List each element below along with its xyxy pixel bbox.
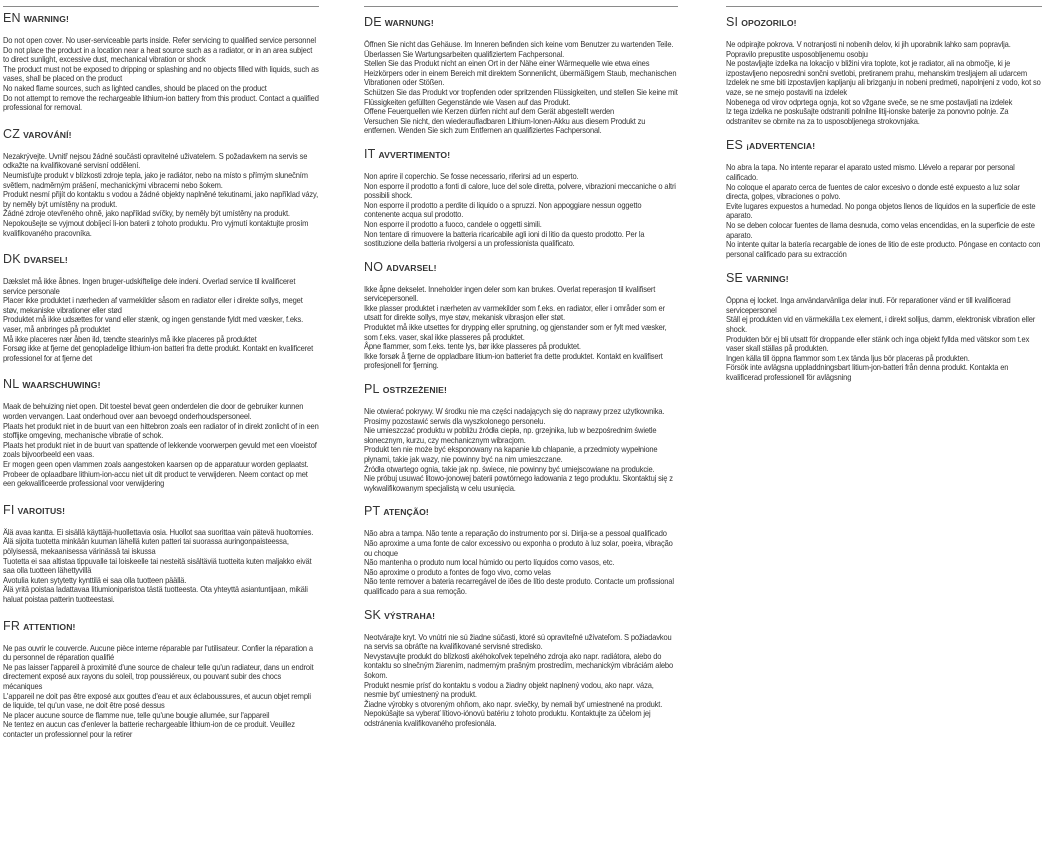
warning-section-de xyxy=(364,15,678,136)
warning-title: ATTENTION! xyxy=(23,621,76,632)
language-code: NL xyxy=(3,377,20,392)
section-heading xyxy=(726,271,1042,286)
warning-section-se xyxy=(726,271,1042,382)
warning-text xyxy=(364,529,678,596)
section-heading xyxy=(3,252,319,267)
top-rule xyxy=(364,6,678,7)
warning-title: WAARSCHUWING! xyxy=(22,380,101,391)
warning-title: ATENÇÃO! xyxy=(383,507,429,518)
warning-line: Žiadne výrobky s otvoreným ohňom, ako napr. sviečky, by nemali byť umiestnené na produkt. xyxy=(364,699,663,709)
warning-text xyxy=(3,528,319,605)
warning-title: VÝSTRAHA! xyxy=(384,610,436,621)
warning-title: OPOZORILO! xyxy=(741,18,797,28)
warning-line: Må ikke placeres nær åben ild, tændte stearinlys må ikke placeres på produktet xyxy=(3,334,257,344)
section-heading xyxy=(3,377,319,392)
warning-line: Ingen källa till öppna flammor som t.ex tända ljus bör placeras på produkten. xyxy=(726,353,970,363)
warning-line: Produktet må ikke udsættes for vand eller stænk, og ingen genstande fyldt med væsker, f.eks. vaser, må anbringes på produktet xyxy=(3,315,304,335)
warning-line: Nie umieszczać produktu w pobliżu źródła ciepła, np. grzejnika, lub w bezpośrednim świetle słonecznym, kurzu, czy mechanicznym wibracjom. xyxy=(364,426,657,445)
warning-line: Non esporre il prodotto a fonti di calore, luce del sole diretta, polvere, vibrazioni meccaniche o altri possibili shock. xyxy=(364,181,676,201)
warning-section-en xyxy=(3,11,319,113)
warning-line: Não tente remover a bateria recarregável de iões de lítio deste produto. Contacte um profissional qualificado para a sua remoção. xyxy=(364,577,674,596)
warning-line: Öffnen Sie nicht das Gehäuse. Im Inneren befinden sich keine vom Benutzer zu wartenden Teile. Überlassen Sie Wartungsarbeiten qualifiziertem Fachpersonal. xyxy=(364,40,674,59)
warning-text xyxy=(364,407,678,493)
warning-line: Nezakrývejte. Uvnitř nejsou žádné součásti opravitelné uživatelem. S požadavkem na servis se odkažte na kvalifikované servisní oddělení. xyxy=(3,151,308,171)
section-heading xyxy=(364,147,678,162)
language-code: SK xyxy=(364,607,382,622)
warning-line: Do not open cover. No user-serviceable parts inside. Refer servicing to qualified service personnel xyxy=(3,36,316,45)
warning-line: Neotvárajte kryt. Vo vnútri nie sú žiadne súčasti, ktoré sú opraviteľné užívateľom. S požiadavkou na servis sa obráťte na kvalifikované servisné stredisko. xyxy=(364,632,672,652)
warning-section-pt xyxy=(364,504,678,596)
warning-title: WARNUNG! xyxy=(384,18,434,28)
language-code: NO xyxy=(364,259,384,274)
warning-line: Neumisťujte produkt v blízkosti zdroje tepla, jako je radiátor, nebo na místo s přímým slunečním světlem, nadměrným prášení, mechanickými vibracemi nebo šokem. xyxy=(3,170,308,190)
section-heading xyxy=(726,15,1042,30)
warning-text xyxy=(3,277,319,363)
warning-section-fi xyxy=(3,503,319,605)
warning-line: Plaats het produkt niet in de buurt van een hittebron zoals een radiator of in direkt zonlicht of in een stoffijke omgeving, mechanische vibratie of schok. xyxy=(3,421,319,441)
warning-text xyxy=(3,644,319,740)
top-rule xyxy=(726,6,1042,7)
warning-section-fr xyxy=(3,619,319,740)
warning-line: Produkt ten nie może być eksponowany na kapanie lub chlapanie, a przedmioty wypełnione płynami, takie jak wazy, nie powinny być na nim umieszczane. xyxy=(364,445,658,464)
language-code: IT xyxy=(364,146,376,161)
warning-section-cz xyxy=(3,127,319,238)
warning-text xyxy=(3,402,319,488)
warning-line: No se deben colocar fuentes de llama desnuda, como velas encendidas, en la superficie de este aparato. xyxy=(726,220,1035,240)
language-code: SE xyxy=(726,271,744,286)
warning-line: Ikke åpne dekselet. Inneholder ingen deler som kan brukes. Overlat reperasjon til kvalifisert servicepersonell. xyxy=(364,284,656,304)
warning-title: DVARSEL! xyxy=(23,255,68,266)
warning-line: Avotulia kuten sytytetty kynttilä ei saa olla tuotteen päällä. xyxy=(3,575,187,585)
warning-line: L'appareil ne doit pas être exposé aux gouttes d'eau et aux éclaboussures, et aucun objet rempli de liquide, tel qu'un vase, ne doit être posé dessus xyxy=(3,691,311,711)
warning-line: Evite lugares expuestos a humedad. No ponga objetos llenos de líquidos en la superficie de este aparato. xyxy=(726,201,1036,221)
section-heading xyxy=(3,11,319,26)
language-code: DK xyxy=(3,252,21,267)
warning-line: Forsøg ikke at fjerne det genopladelige lithium-ion batteri fra dette produkt. Kontakt en kvalificeret professionel for at fjerne det xyxy=(3,344,314,363)
warning-title: OSTRZEŻENIE! xyxy=(382,385,447,396)
warning-line: Nevystavujte produkt do blízkosti akéhokoľvek tepelného zdroja ako napr. radiátora, alebo do kontaktu so slnečným žiarením, nadmerným prašným prostredím, mechanickým vibráciám alebo šokom. xyxy=(364,651,674,680)
warning-title: ADVARSEL! xyxy=(386,262,437,273)
top-rule xyxy=(3,6,319,7)
warning-line: Nie próbuj usuwać litowo-jonowej baterii powtórnego ładowania z tego produktu. Skontaktuj się z wykwalifikowanym specjalistą w celu usunięcia. xyxy=(364,474,673,493)
warning-line: Maak de behuizing niet open. Dit toestel bevat geen onderdelen die door de gebruiker kunnen worden vervangen. Laat onderhoud over aan bevoegd onderhoudspersoneel. xyxy=(3,402,304,422)
language-code: PT xyxy=(364,504,381,519)
warning-title: WARNING! xyxy=(23,14,69,24)
warning-line: Älä yritä poistaa ladattavaa litiumioniparistoa tästä tuotteesta. Ota yhteyttä asiantuntijaan, mikäli haluat poistaa patterin tuotteestasi. xyxy=(3,585,308,604)
warning-section-es xyxy=(726,138,1042,259)
language-code: SI xyxy=(726,15,739,29)
warning-line: Produkten bör ej bli utsatt för droppande eller stänk och inga objekt fyllda med vätskor som t.ex vaser skall ställas på produkten. xyxy=(726,334,1030,354)
warning-line: Do not place the product in a location near a heat source such as a radiator, or in an area subject to direct sunlight, excessive dust, mechanical vibration or shock xyxy=(3,45,313,65)
warning-line: Nie otwierać pokrywy. W środku nie ma części nadających się do naprawy przez użytkownika. Prosimy pozostawić serwis dla wyszkolonego personelu. xyxy=(364,407,665,426)
warning-line: Nepokúšajte sa vyberať lítiovo-iónovú batériu z tohoto produktu. Kontaktujte za účelom jej odstránenia kvalifikovaného profesionála. xyxy=(364,709,651,728)
language-code: FR xyxy=(3,618,21,633)
warning-line: Dækslet må ikke åbnes. Ingen bruger-udskiftelige dele indeni. Overlad service til kvalificeret service personale xyxy=(3,277,296,296)
warning-text xyxy=(726,163,1042,259)
warning-line: Non esporre il prodotto a perdite di liquido o a spruzzi. Non appoggiare nessun oggetto contenente acqua sul prodotto. xyxy=(364,200,642,220)
warning-line: No intente quitar la batería recargable de iones de litio de este producto. Póngase en contacto con personal calificado para su extracción xyxy=(726,240,1041,259)
warning-line: Älä sijoita tuotetta minkään kuuman lähellä kuten patteri tai suorassa auringonpaisteessa, pölyisessä, mekaanisessa värinässä tai iskussa xyxy=(3,537,289,556)
warning-line: Offene Feuerquellen wie Kerzen dürfen nicht auf dem Gerät abgestellt werden xyxy=(364,107,615,117)
language-code: FI xyxy=(3,502,15,517)
warning-section-sk xyxy=(364,608,678,729)
column-2 xyxy=(364,0,678,728)
section-heading xyxy=(364,260,678,275)
warning-line: Não aproxime o produto a fontes de fogo vivo, como velas xyxy=(364,567,551,577)
warning-text xyxy=(364,285,678,371)
warning-line: Žádné zdroje otevřeného ohně, jako například svíčky, by neměly být umístěny na produkt. xyxy=(3,209,290,219)
warning-line: Não abra a tampa. Não tente a reparação do instrumento por si. Dirija-se a pessoal qualificado xyxy=(364,529,667,539)
warning-line: Placer ikke produktet i nærheden af varmekilder såsom en radiator eller i direkte sollys, meget støv, mekaniske vibrationer eller stød xyxy=(3,296,303,315)
warning-line: Åpne flammer, som f.eks. tente lys, bør ikke plasseres på produktet. xyxy=(364,342,581,352)
warning-section-pl xyxy=(364,382,678,493)
warning-line: Versuchen Sie nicht, den wiederaufladbaren Lithium-Ionen-Akku aus diesem Produkt zu entfernen. Wenden Sie sich zum Entfernen an qualifiziertes Fachpersonal. xyxy=(364,116,646,136)
warning-line: Não aproxime a uma fonte de calor excessivo ou exponha o produto à luz solar, poeira, vibração ou choque xyxy=(364,538,673,558)
warning-section-it xyxy=(364,147,678,249)
warning-line: Ikke forsøk å fjerne de oppladbare litium-ion batteriet fra dette produktet. Kontakt en kvalifisert profesjonell for fjerning. xyxy=(364,351,663,371)
warning-line: Försök inte avlägsna uppladdningsbart litium-jon-batteri från denna produkt. Kontakta en kvalificerad professionell för avlägsning xyxy=(726,363,1009,383)
warning-line: Ne pas ouvrir le couvercle. Aucune pièce interne réparable par l'utilisateur. Confier la réparation a du personnel de réparation qualifié xyxy=(3,643,313,663)
warning-line: Plaats het produkt niet in de buurt van spattende of lekkende voorwerpen gevuld met een vloeistof zoals bijvoorbeeld een vaas. xyxy=(3,440,317,460)
warning-line: Źródła otwartego ognia, takie jak np. świece, nie powinny być umiejscowiane na produkcie. xyxy=(364,464,655,474)
warning-line: Ne odpirajte pokrova. V notranjosti ni nobenih delov, ki jih uporabnik lahko sam popravlja. Popravilo prepustite usposobljenemu osobju xyxy=(726,40,1011,59)
warning-line: Non tentare di rimuovere la batteria ricaricabile agli ioni di litio da questo prodotto. Per la sostituzione della batteria rivolgersi a un professionista qualificato. xyxy=(364,229,645,249)
warning-line: Iz tega izdelka ne poskušajte odstraniti polnilne litij-ionske baterije za ponovno polnje. Za odstranitev se obrnite na za to usposobljenega strokovnjaka. xyxy=(726,107,1009,126)
warning-line: Ställ ej produkten vid en värmekälla t.ex element, i direkt solljus, damm, elektronisk vibration eller shock. xyxy=(726,315,1036,335)
language-code: ES xyxy=(726,138,744,153)
warning-line: Schützen Sie das Produkt vor tropfenden oder spritzenden Flüssigkeiten, und stellen Sie keine mit Flüssigkeiten gefüllten Gegenstände wie Vasen auf das Produkt. xyxy=(364,87,678,107)
warning-line: Ikke plasser produktet i nærheten av varmekilder som f.eks. en radiator, eller i områder som er utsatt for direkte sollys, mye støv, mekanisk vibrasjon eller støt. xyxy=(364,303,665,323)
column-sections xyxy=(364,15,678,728)
warning-text xyxy=(726,296,1042,382)
warning-line: Não mantenha o produto num local húmido ou perto líquidos como vasos, etc. xyxy=(364,558,615,568)
warning-line: Produkt nesmí přijít do kontaktu s vodou a žádné objekty naplněné tekutinami, jako například vázy, by neměly být umístěny na produkt. xyxy=(3,190,319,209)
warning-line: Produktet må ikke utsettes for drypping eller sprutning, og gjenstander som er fylt med væsker, som f.eks. vaser, skal ikke plasseres på produktet. xyxy=(364,323,667,342)
language-code: EN xyxy=(3,11,21,25)
warning-line: Do not attempt to remove the rechargeable lithium-ion battery from this product. Contact a qualified professional for removal. xyxy=(3,93,319,113)
warning-section-dk xyxy=(3,252,319,363)
warning-line: Stellen Sie das Produkt nicht an einen Ort in der Nähe einer Wärmequelle wie etwa eines Heizkörpers oder in einem Bereich mit direktem Sonnenlicht, übermäßigem Staub, mechanischen Vibrationen oder Stößen. xyxy=(364,59,677,88)
warning-line: Öppna ej locket. Inga användarvänliga delar inuti. För reparationer vänd er till kvalificerad servicepersonel xyxy=(726,296,1011,315)
warning-line: No abra la tapa. No intente reparar el aparato usted mismo. Llévelo a reparar por personal calificado. xyxy=(726,163,1015,182)
section-heading xyxy=(3,127,319,142)
warning-line: Ne pas laisser l'appareil à proximité d'une source de chaleur telle qu'un radiateur, dans un endroit directement exposé aux rayons du soleil, trop poussiéreux, ou pouvant subir des chocs mécaniques xyxy=(3,662,314,691)
section-heading xyxy=(3,619,319,634)
warning-text xyxy=(364,40,678,136)
warning-line: Non aprire il coperchio. Se fosse necessario, riferirsi ad un esperto. xyxy=(364,171,579,181)
section-heading xyxy=(364,15,678,30)
warning-section-si xyxy=(726,15,1042,126)
warning-text xyxy=(3,36,319,113)
warning-line: Non esporre il prodotto a fuoco, candele o oggetti simili. xyxy=(364,219,542,229)
column-3 xyxy=(726,0,1042,383)
warning-line: No naked flame sources, such as lighted candles, should be placed on the product xyxy=(3,83,267,93)
warning-line: Nepokoušejte se vyjmout dobíjecí li-ion baterii z tohoto produktu. Pro vyjmutí kontaktujte prosím kvalifikovaného pracovníka. xyxy=(3,218,309,238)
warning-title: VARNING! xyxy=(746,274,789,285)
warning-title: VAROITUS! xyxy=(17,505,66,516)
warning-section-nl xyxy=(3,377,319,488)
warning-line: Probeer de oplaadbare lithium-ion-accu niet uit dit product te verwijderen. Neem contact op met een gekwalificeerde professional voor verwijdering xyxy=(3,469,308,489)
column-sections xyxy=(3,11,319,739)
warning-line: Älä avaa kantta. Ei sisällä käyttäjä-huollettavia osia. Huollot saa suorittaa vain pätevä huoltomies. xyxy=(3,527,314,537)
warning-line: Tuotetta ei saa altistaa tippuvalle tai loiskeelle tai nesteitä sisältäviä tuotteita kuten maljakko eivät saa olla tuotteen lähettyvillä xyxy=(3,556,312,576)
warning-line: Ne placer aucune source de flamme nue, telle qu'une bougie allumée, sur l'appareil xyxy=(3,710,270,720)
language-code: PL xyxy=(364,382,380,397)
warning-line: Ne tentez en aucun cas d'enlever la batterie rechargeable lithium-ion de ce produit. Veuillez contacter un professionnel pour la retirer xyxy=(3,720,295,739)
warning-line: Ne postavljajte izdelka na lokacijo v bližini vira toplote, kot je radiator, ali na območje, ki je izpostavljeno neposredni sončni svetlobi, pretiranem prahu, mehanskim tresljajem ali udarcem xyxy=(726,59,1027,78)
warning-text xyxy=(364,633,678,729)
warning-line: Izdelek ne sme biti izpostavljen kapljanju ali brizganju in nobeni predmeti, napolnjeni z vodo, kot so vaze, se ne smejo postaviti na izdelek xyxy=(726,78,1041,97)
warning-title: ¡ADVERTENCIA! xyxy=(746,141,816,152)
warning-line: No coloque el aparato cerca de fuentes de calor excesivo o donde esté expuesto a luz solar directa, golpes, vibraciones o polvo. xyxy=(726,182,1020,202)
column-1 xyxy=(3,0,319,739)
warning-line: Nobenega od virov odprtega ognja, kot so vžgane sveče, se ne sme postavljati na izdelek xyxy=(726,97,1013,107)
warning-line: Produkt nesmie prísť do kontaktu s vodou a žiadny objekt naplnený vodou, ako napr. váza, nesmie byť umiestnený na produkt. xyxy=(364,680,654,700)
warning-text xyxy=(364,172,678,249)
language-code: CZ xyxy=(3,126,21,141)
warning-text xyxy=(3,152,319,238)
section-heading xyxy=(3,503,319,518)
warning-title: VAROVÁNÍ! xyxy=(23,129,72,140)
column-sections xyxy=(726,15,1042,383)
section-heading xyxy=(364,504,678,519)
warning-text xyxy=(726,40,1042,126)
section-heading xyxy=(364,382,678,397)
warning-section-no xyxy=(364,260,678,371)
warning-title: AVVERTIMENTO! xyxy=(378,149,451,160)
language-code: DE xyxy=(364,15,382,29)
section-heading xyxy=(364,608,678,623)
section-heading xyxy=(726,138,1042,153)
warning-line: The product must not be exposed to dripping or splashing and no objects filled with liquids, such as vases, shall be placed on the product xyxy=(3,64,319,84)
warning-line: Er mogen geen open vlammen zoals aangestoken kaarsen op de apparatuur worden geplaatst. xyxy=(3,460,309,469)
